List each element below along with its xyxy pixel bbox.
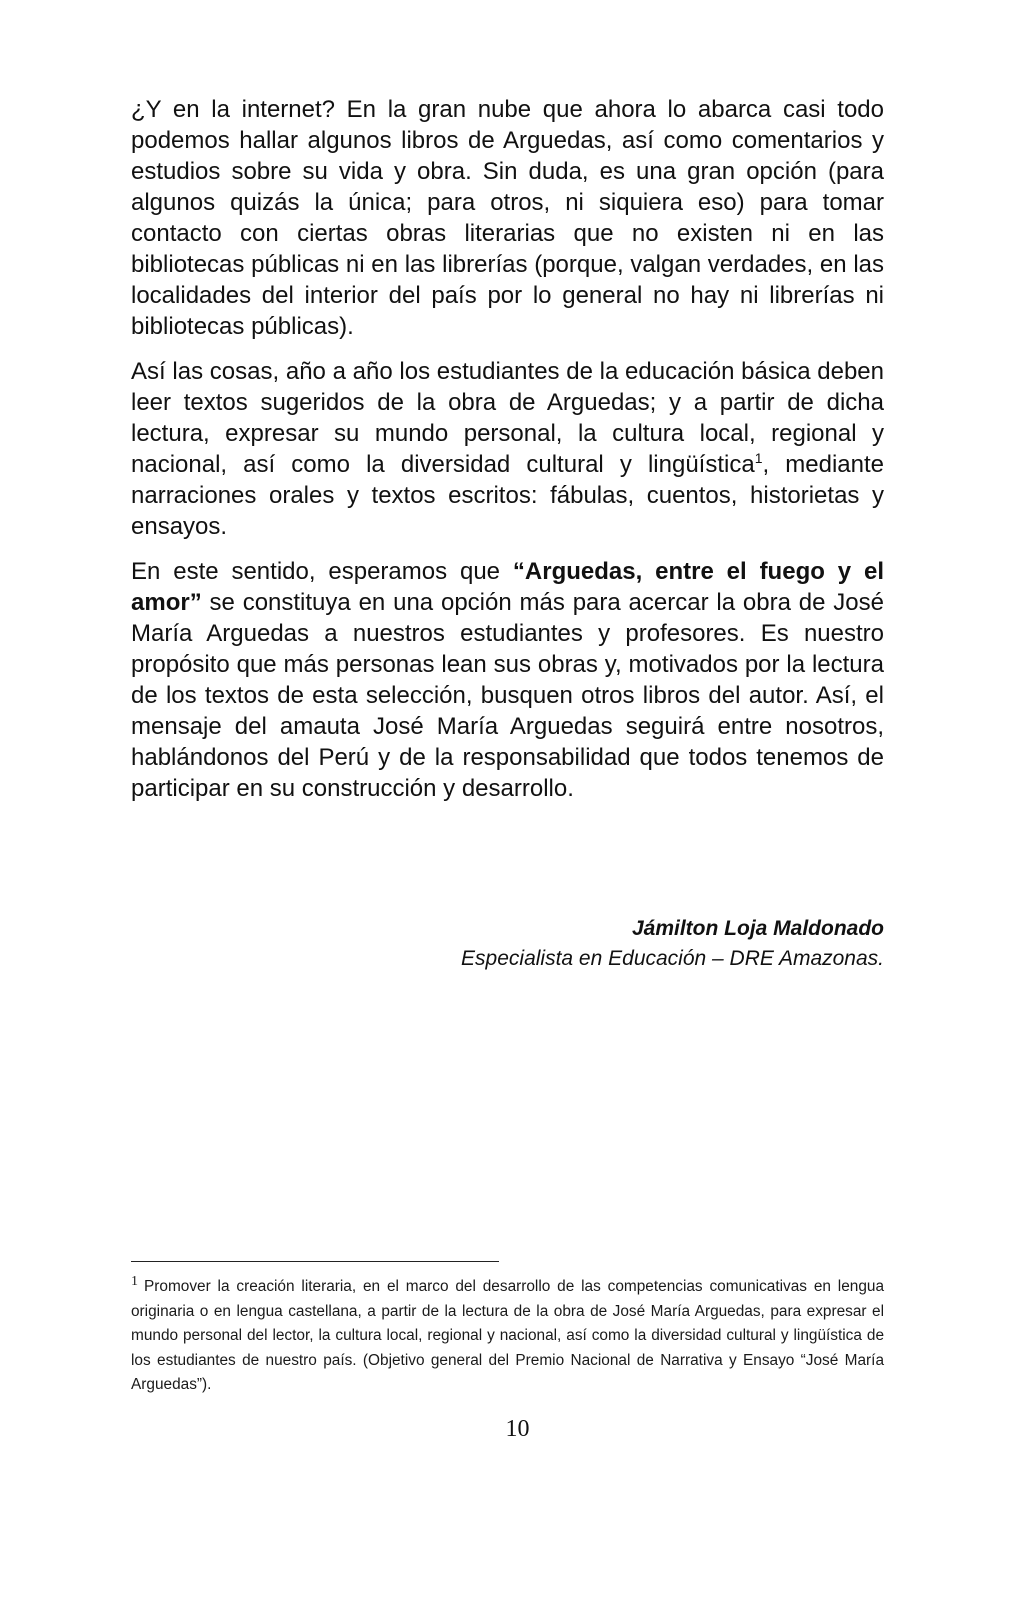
paragraph-internet xyxy=(131,94,884,342)
paragraph-students-text: Así las cosas, año a año los estudiantes de la educación básica deben leer textos sugeridos de la obra de Arguedas; y a partir de dicha lectura, expresar su mundo personal, la cultura local, regional y nacional, así como la diversidad cultural y lingüística xyxy=(131,358,884,478)
paragraph-students-text-end: , mediante narraciones orales y textos escritos: fábulas, cuentos, historietas y ensayos. xyxy=(131,451,884,540)
main-text xyxy=(131,94,884,818)
author-role: Especialista en Educación – DRE Amazonas. xyxy=(461,947,884,970)
footnote-reference: 1 xyxy=(754,450,763,466)
signature-block xyxy=(131,914,884,974)
paragraph-internet-text: ¿Y en la internet? En la gran nube que ahora lo abarca casi todo podemos hallar algunos libros de Arguedas, así como comentarios y estudios sobre su vida y obra. Sin duda, es una gran opción (para algunos quizás la única; para otros, ni siquiera eso) para tomar contacto con ciertas obras literarias que no existen ni en las bibliotecas públicas ni en las librerías (porque, valgan verdades, en las localidades del interior del país por lo general no hay ni librerías ni bibliotecas públicas). xyxy=(131,96,884,340)
author-name: Jámilton Loja Maldonado xyxy=(631,917,884,940)
footnote-mark: 1 xyxy=(131,1273,138,1289)
paragraph-purpose xyxy=(131,556,884,804)
footnote-text: Promover la creación literaria, en el marco del desarrollo de las competencias comunicativas en lengua originaria o en lengua castellana, a partir de la lectura de la obra de José María Arguedas, para expresar el mundo personal del lector, la cultura local, regional y nacional, así como la diversidad cultural y lingüística de los estudiantes de nuestro país. (Objetivo general del Premio Nacional de Narrativa y Ensayo “José María Arguedas”). xyxy=(131,1278,884,1393)
paragraph-purpose-text-end: se constituya en una opción más para acercar la obra de José María Arguedas a nuestros estudiantes y profesores. Es nuestro propósito que más personas lean sus obras y, motivados por la lectura de los textos de esta selección, busquen otros libros del autor. Así, el mensaje del amauta José María Arguedas seguirá entre nosotros, hablándonos del Perú y de la responsabilidad que todos tenemos de participar en su construcción y desarrollo. xyxy=(131,589,884,802)
footnote xyxy=(131,1275,884,1398)
page-number: 10 xyxy=(505,1416,530,1442)
paragraph-students xyxy=(131,356,884,542)
book-title: “Arguedas, entre el fuego y el amor” xyxy=(131,558,884,616)
paragraph-purpose-text: En este sentido, esperamos que xyxy=(131,558,513,585)
footnote-separator xyxy=(131,1261,499,1262)
